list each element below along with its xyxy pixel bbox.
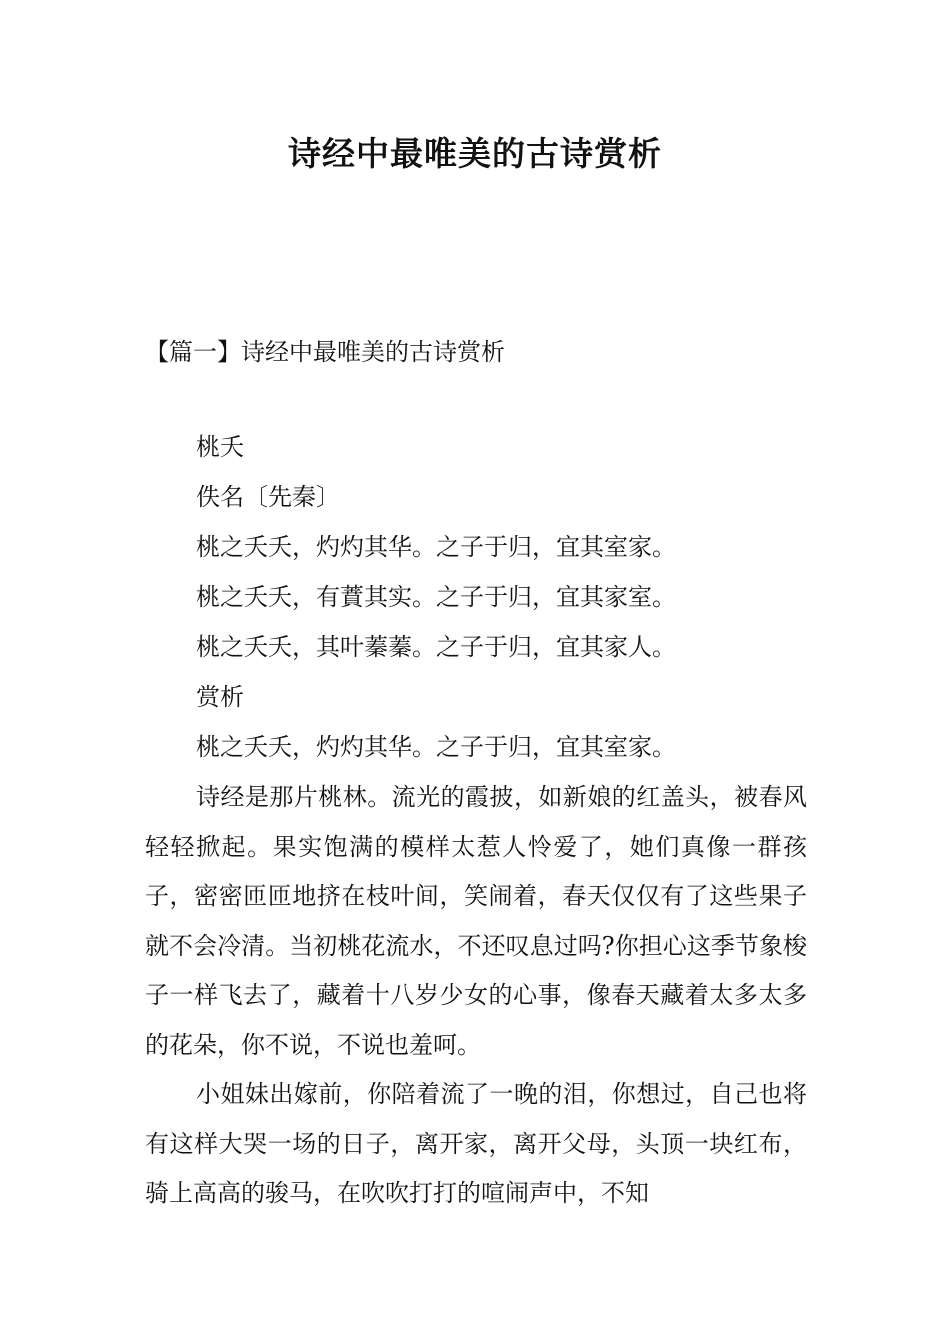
poem-block [196,430,676,780]
body-paragraph: 诗经是那片桃林。流光的霞披，如新娘的红盖头，被春风轻轻掀起。果实饱满的模样太惹人怜爱了，她们真像一群孩子，密密匝匝地挤在枝叶间，笑闹着，春天仅仅有了这些果子就不会冷清。当初桃花流水，不还叹息过吗?你担心这季节象梭子一样飞去了，藏着十八岁少女的心事，像春天藏着太多太多的花朵，你不说，不说也羞呵。 [145,783,807,1059]
poem-line: 桃之夭夭，有蕡其实。之子于归，宜其家室。 [196,583,676,611]
poem-line: 桃之夭夭，灼灼其华。之子于归，宜其室家。 [196,533,676,561]
poem-title: 桃夭 [196,433,244,461]
poem-author: 佚名〔先秦〕 [196,483,340,511]
poem-line: 桃之夭夭，其叶蓁蓁。之子于归，宜其家人。 [196,633,676,661]
section-heading: 【篇一】诗经中最唯美的古诗赏析 [145,338,505,366]
appreciation-heading: 赏析 [196,683,244,711]
poem-line: 桃之夭夭，灼灼其华。之子于归，宜其室家。 [196,733,676,761]
body-paragraph: 小姐妹出嫁前，你陪着流了一晚的泪，你想过，自己也将有这样大哭一场的日子，离开家，离开父母，头顶一块红布，骑上高高的骏马，在吹吹打打的喧闹声中，不知 [145,1080,807,1208]
document-title: 诗经中最唯美的古诗赏析 [288,134,662,173]
